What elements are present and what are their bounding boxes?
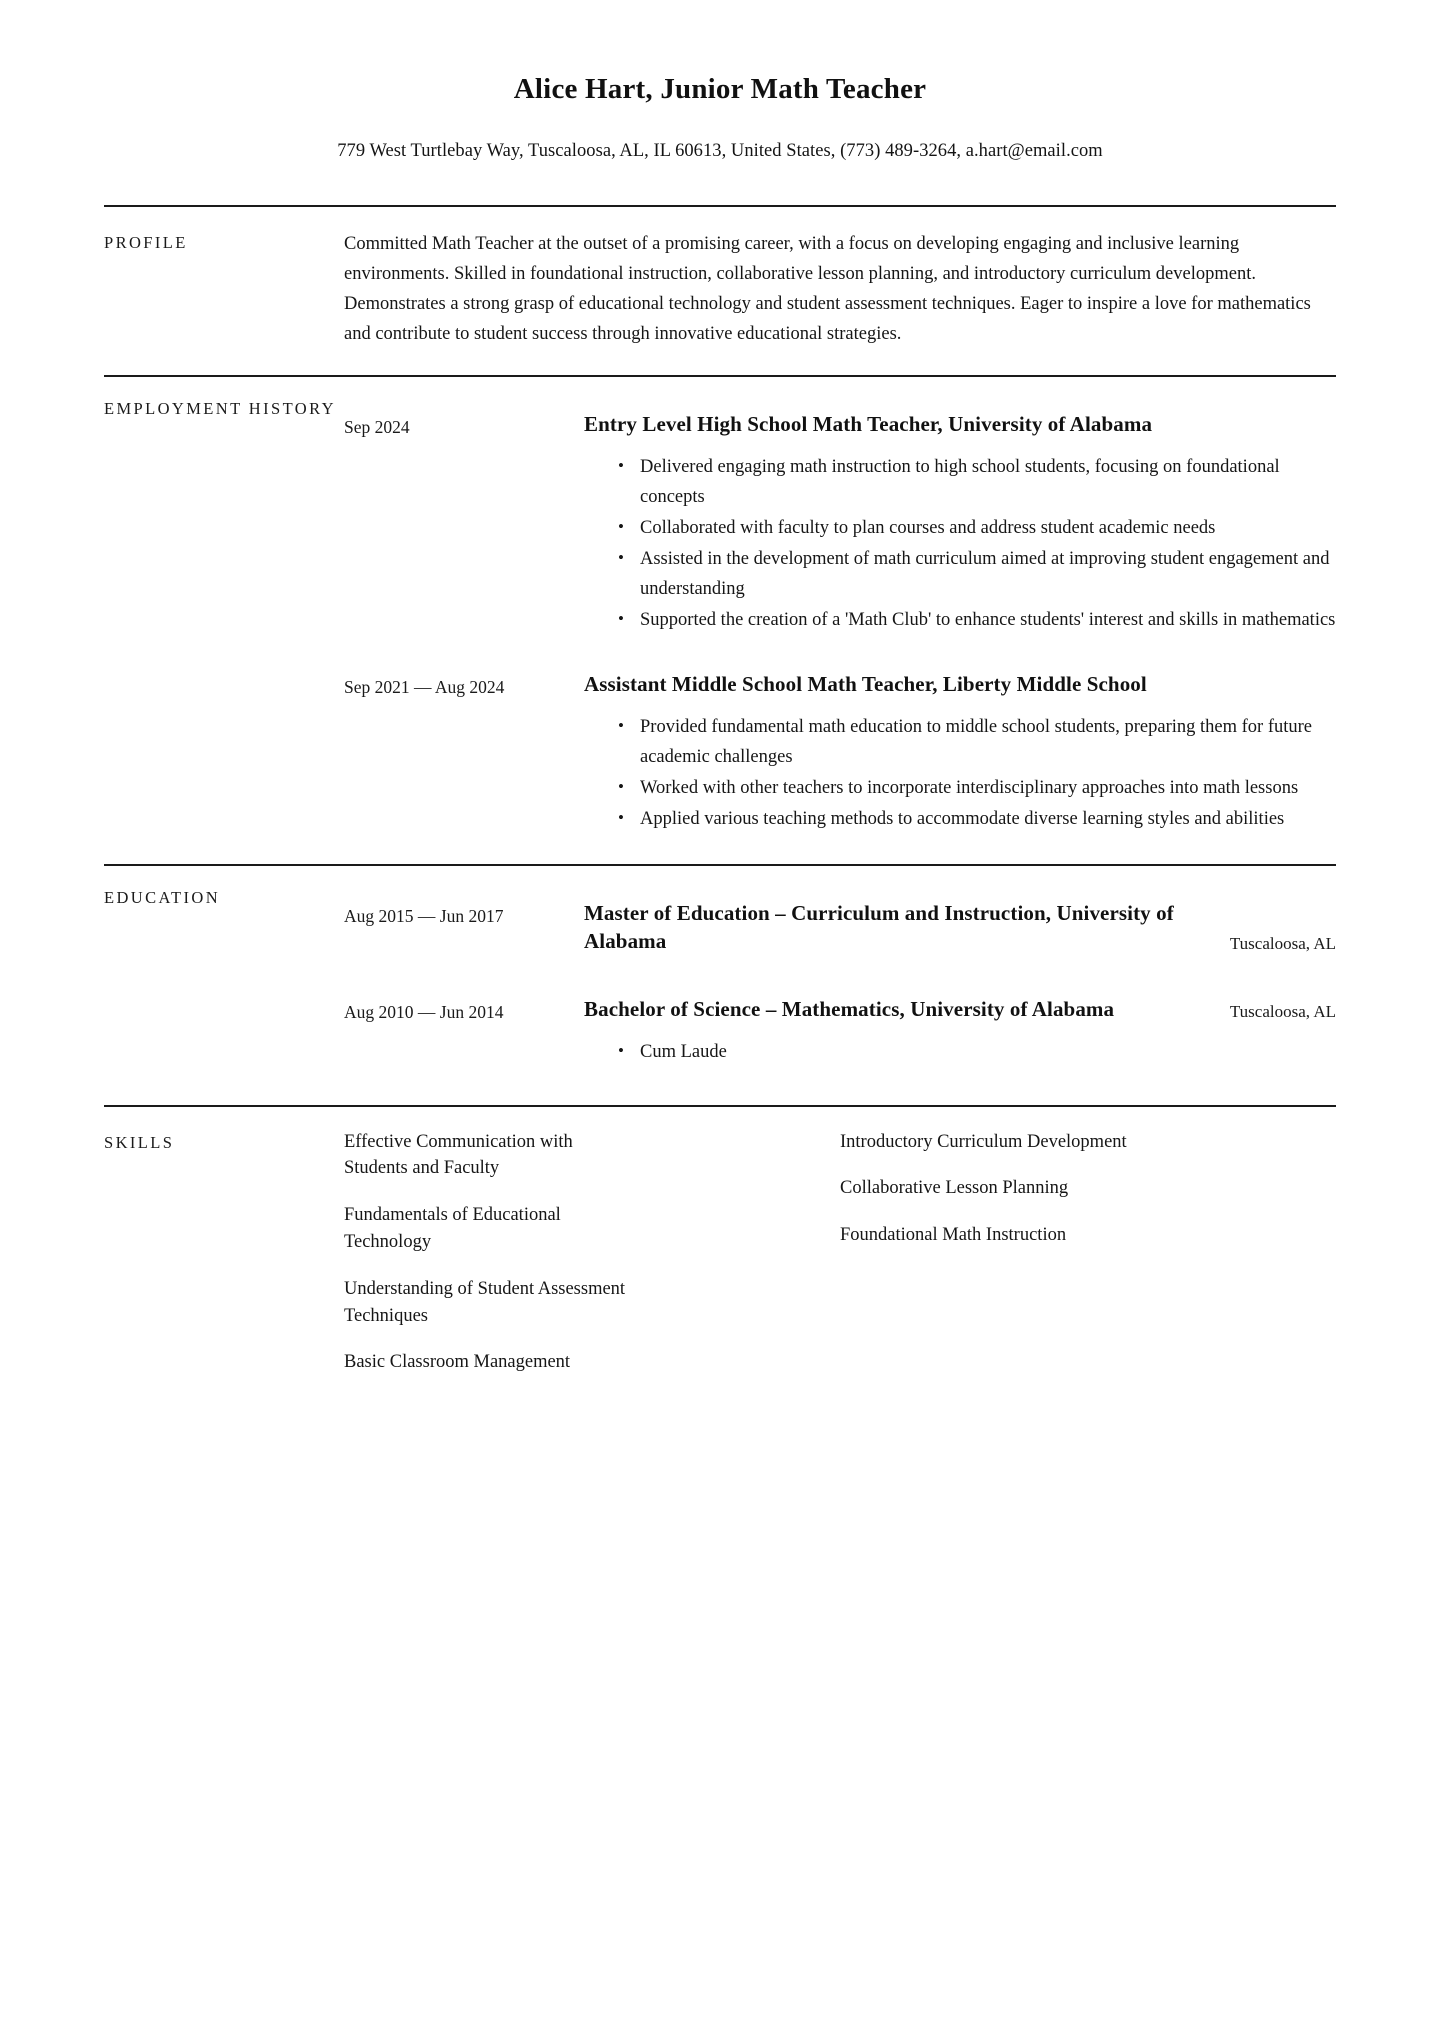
entry-bullet-list (584, 713, 1336, 835)
list-item: • Assisted in the development of math curriculum aimed at improving student engagement and understanding (618, 545, 1336, 605)
entry-location: Tuscaloosa, AL (1229, 1001, 1336, 1021)
contact-line: 779 West Turtlebay Way, Tuscaloosa, AL, IL 60613, United States, (773) 489-3264, a.hart@email.com (337, 140, 1103, 161)
list-item: • Collaborated with faculty to plan courses and address student academic needs (618, 514, 1336, 544)
list-item: • Worked with other teachers to incorporate interdisciplinary approaches into math lessons (618, 774, 1336, 804)
section-skills-label-col (104, 1107, 344, 1407)
education-entry-list (344, 900, 1336, 1069)
section-profile-body (344, 207, 1336, 376)
section-employment-label-col (104, 377, 344, 864)
skills-grid (344, 1129, 1336, 1377)
entry-main (584, 996, 1336, 1069)
entry-title: Bachelor of Science – Mathematics, University of Alabama (584, 996, 1115, 1021)
section-education (0, 866, 1440, 1105)
section-profile (0, 207, 1440, 376)
skills-column-1 (344, 1129, 840, 1377)
entry-heading-row (584, 671, 1336, 699)
list-item: • Supported the creation of a 'Math Club' to enhance students' interest and skills in mathematics (618, 606, 1336, 636)
section-education-label-col (104, 866, 344, 1105)
entry-title: Master of Education – Curriculum and Instruction, University of Alabama (584, 900, 1174, 953)
entry-bullet-list (584, 1038, 1336, 1068)
skill-item: Collaborative Lesson Planning (840, 1178, 1069, 1199)
entry (344, 671, 1336, 836)
list-item: • Provided fundamental math education to middle school students, preparing them for future academic challenges (618, 713, 1336, 773)
entry-location: Tuscaloosa, AL (1229, 933, 1336, 953)
entry (344, 411, 1336, 637)
section-profile-label-col (104, 207, 344, 376)
section-profile-label: PROFILE (104, 232, 188, 252)
skill-item: Introductory Curriculum Development (840, 1131, 1127, 1152)
entry-heading-row (584, 996, 1336, 1024)
skill-item: Understanding of Student Assessment Techniques (344, 1278, 626, 1326)
entry-date: Sep 2024 (344, 417, 410, 438)
section-skills (0, 1107, 1440, 1407)
entry (344, 996, 1336, 1069)
section-employment (0, 377, 1440, 864)
entry-main (584, 411, 1336, 637)
list-item: • Applied various teaching methods to accommodate diverse learning styles and abilities (618, 805, 1336, 835)
resume-header (0, 0, 1440, 165)
entry-date: Aug 2015 — Jun 2017 (344, 905, 504, 926)
entry-heading-row (584, 900, 1336, 956)
entry (344, 900, 1336, 956)
skills-column-2 (840, 1129, 1336, 1377)
profile-text: Committed Math Teacher at the outset of a promising career, with a focus on developing engaging and inclusive learning environments. Skilled in foundational instruction, collaborative lesson planning, and introductory curriculum development. Demonstrates a strong grasp of educational technology and student assessment techniques. Eager to inspire a love for mathematics and contribute to student success through innovative educational strategies. (344, 233, 1311, 345)
list-item: • Delivered engaging math instruction to high school students, focusing on foundational concepts (618, 453, 1336, 513)
section-skills-label: SKILLS (104, 1132, 175, 1152)
employment-entry-list (344, 411, 1336, 836)
entry-main (584, 671, 1336, 836)
skill-item: Fundamentals of Educational Technology (344, 1205, 561, 1252)
skill-item: Basic Classroom Management (344, 1352, 571, 1373)
list-item: • Cum Laude (618, 1038, 1336, 1068)
entry-heading-row (584, 411, 1336, 439)
skill-item: Effective Communication with Students and Faculty (344, 1131, 573, 1179)
entry-main (584, 900, 1336, 956)
section-employment-label: EMPLOYMENT HISTORY (104, 399, 336, 419)
entry-date: Sep 2021 — Aug 2024 (344, 676, 505, 697)
section-education-label: EDUCATION (104, 887, 221, 907)
section-skills-body (344, 1107, 1336, 1407)
skill-item: Foundational Math Instruction (840, 1225, 1067, 1246)
entry-date: Aug 2010 — Jun 2014 (344, 1001, 504, 1022)
entry-title: Assistant Middle School Math Teacher, Liberty Middle School (584, 671, 1147, 696)
section-education-body (344, 866, 1336, 1105)
section-employment-body (344, 377, 1336, 864)
page-title: Alice Hart, Junior Math Teacher (513, 73, 927, 105)
entry-title: Entry Level High School Math Teacher, University of Alabama (584, 412, 1153, 437)
entry-bullet-list (584, 453, 1336, 636)
